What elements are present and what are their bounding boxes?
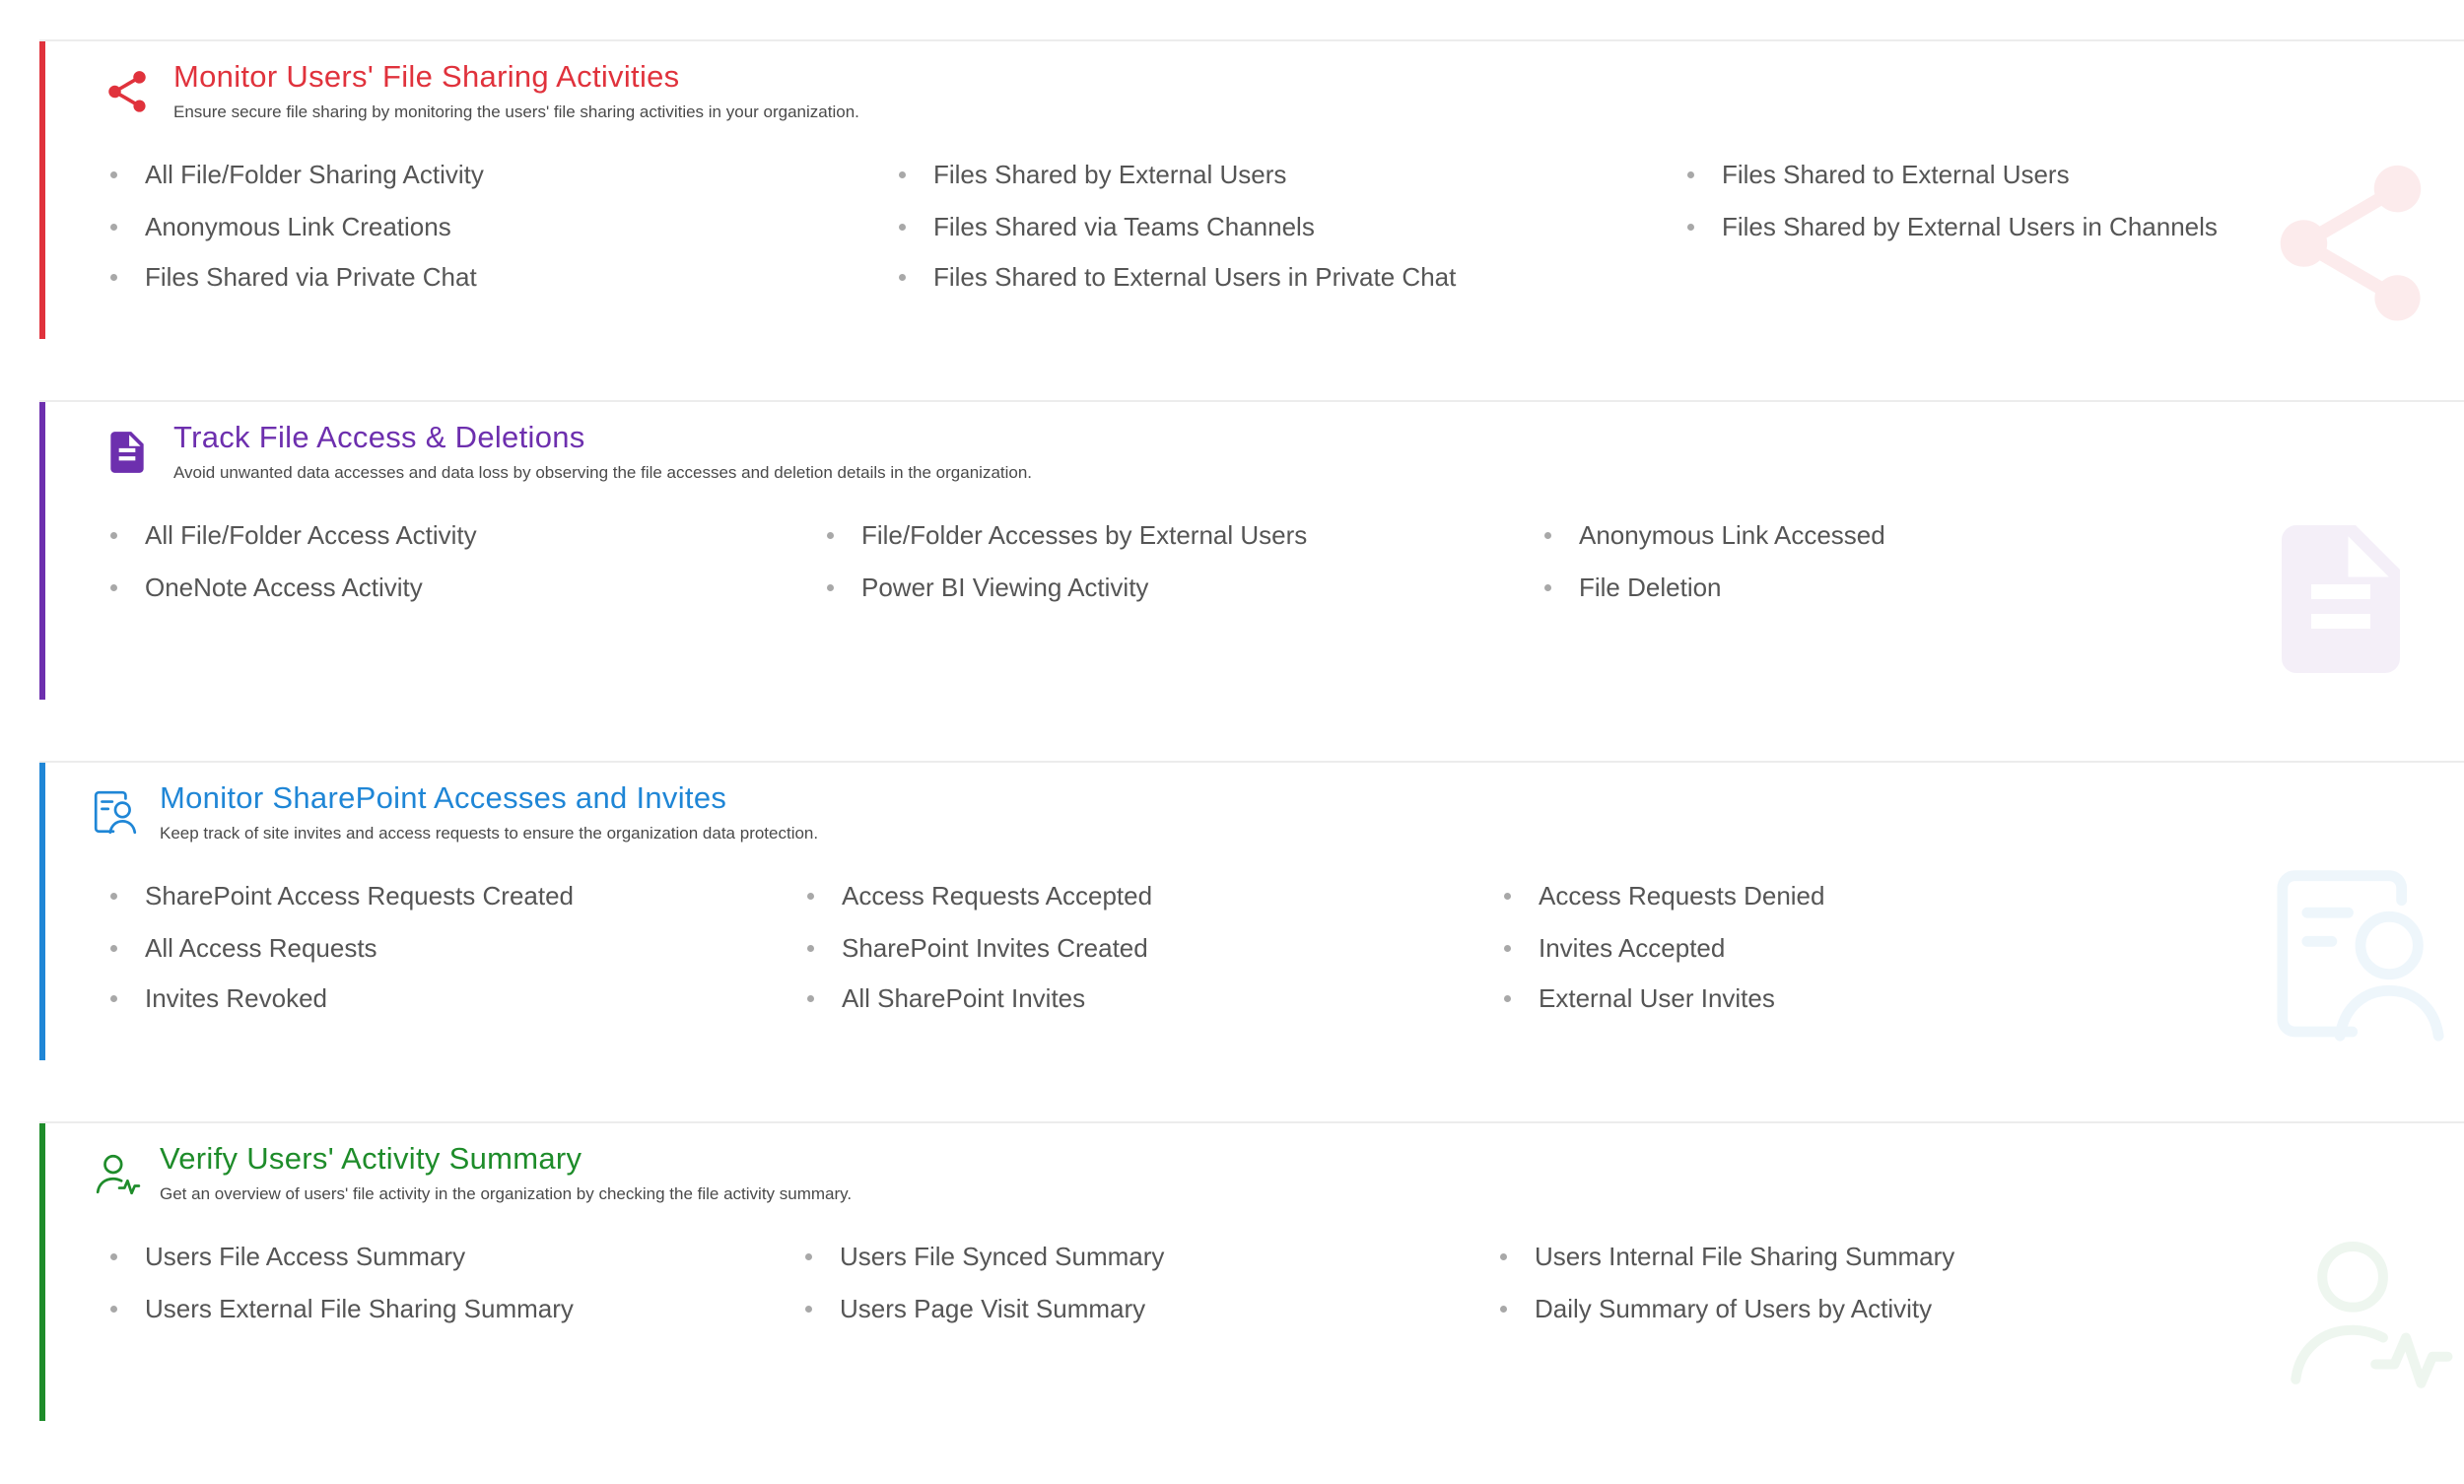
report-link[interactable]: Invites Accepted	[1539, 933, 1726, 963]
section-activity-summary	[39, 1121, 2464, 1484]
report-link[interactable]: SharePoint Access Requests Created	[145, 881, 575, 911]
section-description: Keep track of site invites and access requests to ensure the organization data protection.	[160, 824, 819, 843]
report-link[interactable]: File Deletion	[1579, 573, 1722, 602]
report-link[interactable]: Power BI Viewing Activity	[861, 573, 1149, 602]
report-link[interactable]: Anonymous Link Accessed	[1579, 520, 1885, 550]
access-request-icon	[91, 788, 140, 838]
report-link[interactable]: Files Shared via Private Chat	[145, 262, 477, 292]
report-link[interactable]: All Access Requests	[145, 933, 377, 963]
section-accent-bar	[39, 41, 45, 339]
report-link[interactable]: All File/Folder Sharing Activity	[145, 160, 484, 189]
report-link[interactable]: Users Internal File Sharing Summary	[1535, 1242, 1955, 1271]
report-link[interactable]: Files Shared to External Users	[1722, 160, 2070, 189]
section-accent-bar	[39, 763, 45, 1060]
section-title: Track File Access & Deletions	[173, 420, 585, 454]
report-link[interactable]: External User Invites	[1539, 983, 1775, 1013]
user-activity-watermark-icon	[2277, 1220, 2459, 1402]
report-link[interactable]: Users External File Sharing Summary	[145, 1294, 574, 1323]
report-link[interactable]: Files Shared by External Users in Channels	[1722, 212, 2218, 241]
share-watermark-icon	[2257, 150, 2444, 337]
access-request-watermark-icon	[2262, 859, 2459, 1056]
report-link[interactable]: OneNote Access Activity	[145, 573, 423, 602]
report-link[interactable]: Users File Access Summary	[145, 1242, 466, 1271]
report-link[interactable]: File/Folder Accesses by External Users	[861, 520, 1308, 550]
report-link[interactable]: Files Shared via Teams Channels	[933, 212, 1315, 241]
section-sharepoint	[39, 761, 2464, 1123]
document-watermark-icon	[2252, 510, 2430, 688]
report-link[interactable]: Anonymous Link Creations	[145, 212, 451, 241]
report-link[interactable]: Files Shared by External Users	[933, 160, 1287, 189]
section-accent-bar	[39, 1123, 45, 1421]
report-link[interactable]: Daily Summary of Users by Activity	[1535, 1294, 1933, 1323]
report-link[interactable]: All SharePoint Invites	[842, 983, 1086, 1013]
report-link[interactable]: Access Requests Denied	[1539, 881, 1825, 911]
section-title: Monitor Users' File Sharing Activities	[173, 59, 680, 94]
section-description: Get an overview of users' file activity in the organization by checking the file activity summary.	[160, 1184, 853, 1203]
user-activity-icon	[93, 1149, 142, 1198]
section-file-access	[39, 400, 2464, 763]
section-accent-bar	[39, 402, 45, 700]
report-link[interactable]: All File/Folder Access Activity	[145, 520, 477, 550]
section-title: Verify Users' Activity Summary	[160, 1141, 582, 1176]
report-link[interactable]: Users Page Visit Summary	[840, 1294, 1146, 1323]
share-icon	[103, 67, 152, 116]
report-link[interactable]: Access Requests Accepted	[842, 881, 1153, 911]
document-icon	[103, 428, 152, 477]
report-link[interactable]: Files Shared to External Users in Private Chat	[933, 262, 1457, 292]
report-link[interactable]: Invites Revoked	[145, 983, 327, 1013]
section-description: Ensure secure file sharing by monitoring the users' file sharing activities in your organization.	[173, 102, 859, 121]
section-title: Monitor SharePoint Accesses and Invites	[160, 780, 727, 815]
report-link[interactable]: Users File Synced Summary	[840, 1242, 1165, 1271]
report-link[interactable]: SharePoint Invites Created	[842, 933, 1148, 963]
section-description: Avoid unwanted data accesses and data loss by observing the file accesses and deletion details in the organization.	[173, 463, 1033, 482]
section-file-sharing	[39, 39, 2464, 402]
